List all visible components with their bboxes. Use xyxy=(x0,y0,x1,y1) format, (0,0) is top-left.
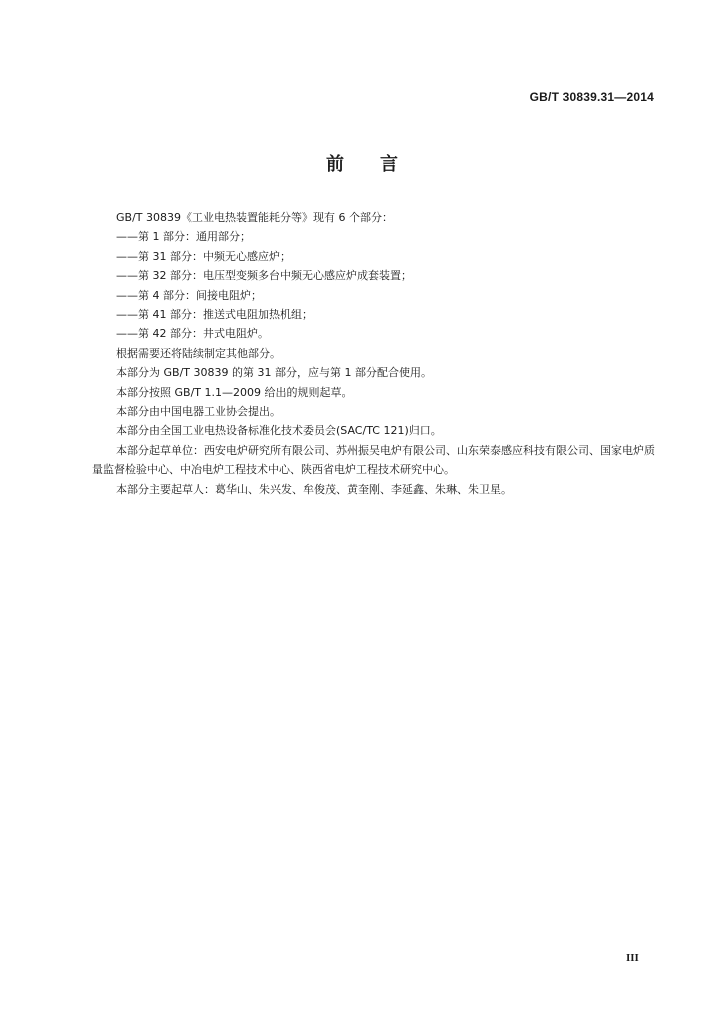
paragraph-other-parts: 根据需要还将陆续制定其他部分。 xyxy=(116,346,281,360)
list-item-part-41: ——第 41 部分：推送式电阻加热机组； xyxy=(116,308,313,322)
list-item-part-31: ——第 31 部分：中频无心感应炉； xyxy=(116,249,291,263)
list-item-part-4: ——第 4 部分：间接电阻炉； xyxy=(116,288,262,302)
paragraph-proposer: 本部分由中国电器工业协会提出。 xyxy=(116,405,281,419)
paragraph-drafting-rules: 本部分按照 GB/T 1.1—2009 给出的规则起草。 xyxy=(116,385,353,399)
paragraph-intro: GB/T 30839《工业电热装置能耗分等》现有 6 个部分： xyxy=(116,211,393,224)
page-title xyxy=(0,150,724,176)
paragraph-part-relation: 本部分为 GB/T 30839 的第 31 部分，应与第 1 部分配合使用。 xyxy=(116,366,432,380)
paragraph-drafting-units: 本部分起草单位：西安电炉研究所有限公司、苏州振吴电炉有限公司、山东荣泰感应科技有限公司、国家电炉质量监督检验中心、中冶电炉工程技术中心、陕西省电炉工程技术研究中心。 xyxy=(92,443,655,477)
title-char-2: 言 xyxy=(380,154,398,175)
paragraph-drafters: 本部分主要起草人：葛华山、朱兴发、牟俊茂、黄奎刚、李延鑫、朱琳、朱卫星。 xyxy=(116,482,512,496)
page-number: III xyxy=(626,952,639,964)
list-item-part-42: ——第 42 部分：井式电阻炉。 xyxy=(116,327,269,341)
list-item-part-1: ——第 1 部分：通用部分； xyxy=(116,230,251,244)
foreword-body xyxy=(92,208,662,499)
title-char-1: 前 xyxy=(326,154,344,175)
list-item-part-32: ——第 32 部分：电压型变频多台中频无心感应炉成套装置； xyxy=(116,269,412,283)
paragraph-committee: 本部分由全国工业电热设备标准化技术委员会(SAC/TC 121)归口。 xyxy=(116,424,442,438)
standard-number-header: GB/T 30839.31—2014 xyxy=(529,90,654,104)
